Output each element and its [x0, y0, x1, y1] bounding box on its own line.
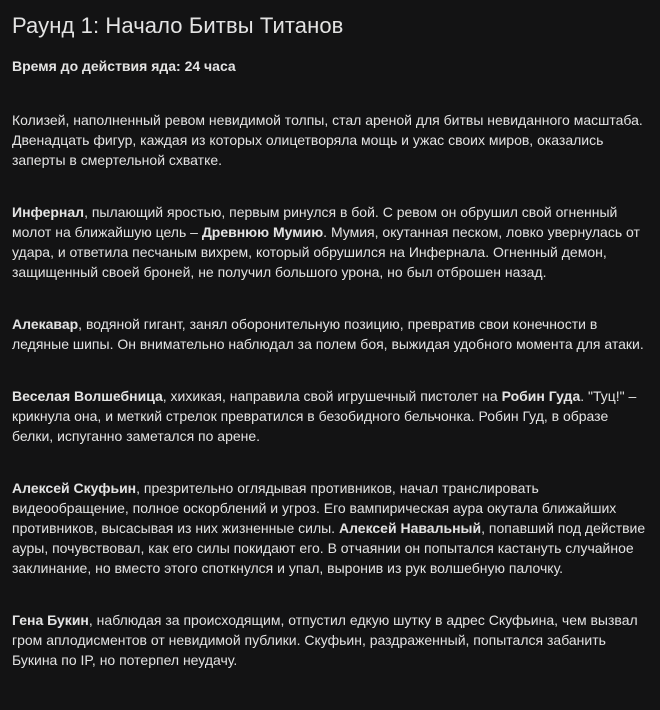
paragraph-text: . "Туц!" – крикнула она, и меткий стрелок превратился в безобидного бельчонка. Робин Гуд, в образе белки, испуганно заметался по арене. — [12, 388, 637, 444]
paragraph-text: , водяной гигант, занял оборонительную позицию, превратив свои конечности в ледяные шипы. Он внимательно наблюдал за полем боя, выжидая удобного момента для атаки. — [12, 316, 644, 352]
character-name: Гена Букин — [12, 612, 89, 628]
paragraph-text: , пылающий яростью, первым ринулся в бой. С ревом он обрушил свой огненный молот на ближайшую цель – — [12, 204, 618, 240]
intro-paragraph: Колизей, наполненный ревом невидимой толпы, стал ареной для битвы невиданного масштаба. Двенадцать фигур, каждая из которых олицетворяла мощь и ужас своих миров, оказались заперты в смертельной схватке. — [12, 112, 643, 168]
paragraph-text: , попавший под действие ауры, почувствовал, как его силы покидают его. В отчаянии он попытался кастануть случайное заклинание, но вместо этого споткнулся и упал, выронив из рук волшебную палочку. — [12, 520, 646, 576]
character-name: Инфернал — [12, 204, 85, 220]
character-name: Веселая Волшебница — [12, 388, 163, 404]
paragraph-bukin — [12, 610, 646, 670]
paragraph-text: , наблюдая за происходящим, отпустил едкую шутку в адрес Скуфьина, чем вызвал гром аплодисментов от невидимой публики. Скуфьин, раздраженный, попытался забанить Букина по IP, но потерпел неудачу. — [12, 612, 638, 668]
paragraph-text: , хихикая, направила свой игрушечный пистолет на — [162, 388, 502, 404]
paragraph-text: . Мумия, окутанная песком, ловко увернулась от удара, и ответила песчаным вихрем, который обрушился на Инфернала. Огненный демон, защищенный своей броней, не получил большого урона, но был отброшен назад. — [12, 224, 640, 280]
paragraph-infernal — [12, 202, 646, 282]
character-name: Алексей Навальный — [338, 520, 482, 536]
paragraph-alekavar — [12, 314, 646, 354]
character-name: Алексей Скуфьин — [12, 480, 137, 496]
round-title: Раунд 1: Начало Битвы Титанов — [12, 13, 344, 38]
paragraph-skufin — [12, 478, 646, 578]
character-name: Робин Гуда — [501, 388, 581, 404]
poison-timer: Время до действия яда: 24 часа — [12, 58, 236, 74]
character-name: Древнюю Мумию — [201, 224, 324, 240]
paragraph-witch — [12, 386, 646, 446]
character-name: Алекавар — [12, 316, 79, 332]
paragraph-text: , презрительно оглядывая противников, начал транслировать видеообращение, полное оскорблений и угроз. Его вампирическая аура окутала ближайших противников, высасывая из них жизненные силы. — [12, 480, 617, 536]
